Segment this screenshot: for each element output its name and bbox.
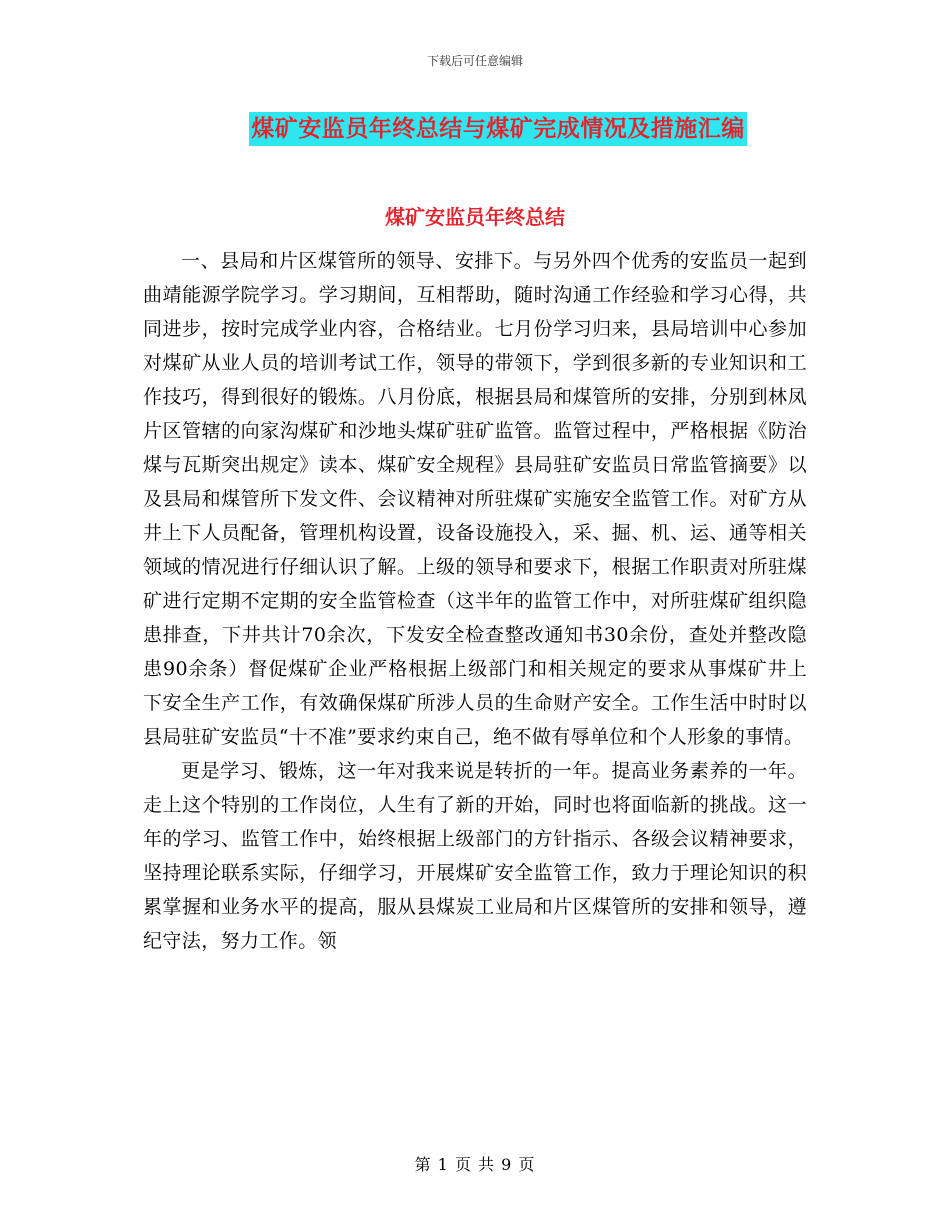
title-row xyxy=(0,112,950,146)
page-number: 第 1 页 共 9 页 xyxy=(414,1155,536,1174)
paragraph: 一、县局和片区煤管所的领导、安排下。与另外四个优秀的安监员一起到曲靖能源学院学习。学习期间，互相帮助，随时沟通工作经验和学习心得，共同进步，按时完成学业内容，合格结业。七月份学习归来，县局培训中心参加对煤矿从业人员的培训考试工作，领导的带领下，学到很多新的专业知识和工作技巧，得到很好的锻炼。八月份底，根据县局和煤管所的安排，分别到林凤片区管辖的向家沟煤矿和沙地头煤矿驻矿监管。监管过程中，严格根据《防治煤与瓦斯突出规定》读本、煤矿安全规程》县局驻矿安监员日常监管摘要》以及县局和煤管所下发文件、会议精神对所驻煤矿实施安全监管工作。对矿方从井上下人员配备，管理机构设置，设备设施投入，采、掘、机、运、通等相关领域的情况进行仔细认识了解。上级的领导和要求下，根据工作职责对所驻煤矿进行定期不定期的安全监管检查（这半年的监管工作中，对所驻煤矿组织隐患排查，下井共计70余次，下发安全检查整改通知书30余份，查处并整改隐患90余条）督促煤矿企业严格根据上级部门和相关规定的要求从事煤矿井上下安全生产工作，有效确保煤矿所涉人员的生命财产安全。工作生活中时时以县局驻矿安监员“十不准”要求约束自己，绝不做有辱单位和个人形象的事情。 xyxy=(143,250,807,748)
document-title: 煤矿安监员年终总结与煤矿完成情况及措施汇编 xyxy=(249,112,747,146)
section-title: 煤矿安监员年终总结 xyxy=(385,205,565,229)
header-note: 下载后可任意编辑 xyxy=(426,54,523,68)
paragraph: 更是学习、锻炼，这一年对我来说是转折的一年。提高业务素养的一年。走上这个特别的工作岗位，人生有了新的开始，同时也将面临新的挑战。这一年的学习、监管工作中，始终根据上级部门的方针指示、各级会议精神要求，坚持理论联系实际，仔细学习，开展煤矿安全监管工作，致力于理论知识的积累掌握和业务水平的提高，服从县煤炭工业局和片区煤管所的安排和领导，遵纪守法，努力工作。领 xyxy=(143,760,807,952)
body-text xyxy=(143,244,807,958)
